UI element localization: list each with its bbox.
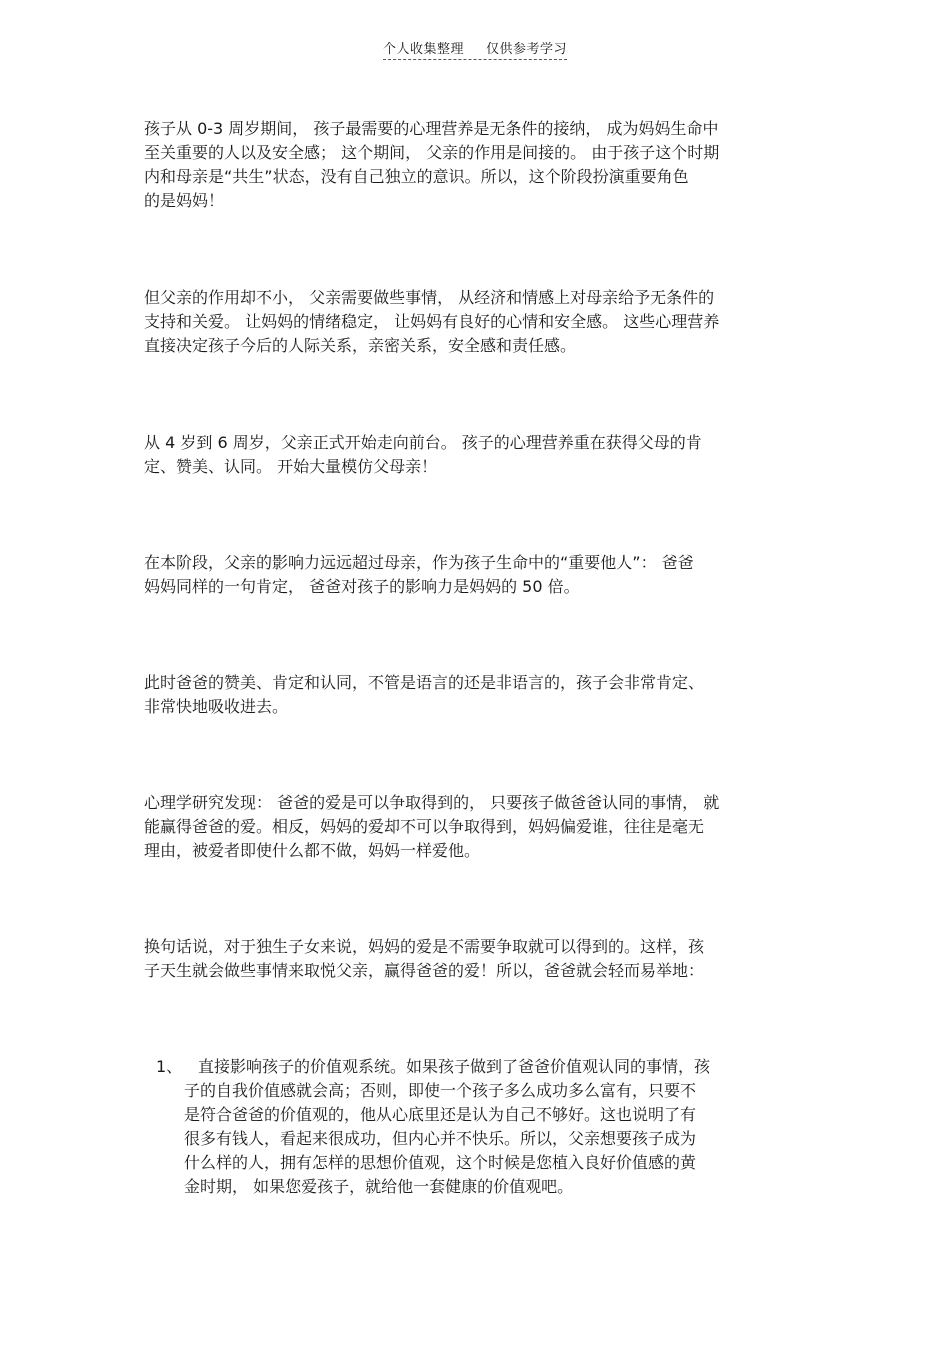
- list-item-line: 是符合爸爸的价值观的，他从心底里还是认为自己不够好。这也说明了有: [184, 1105, 697, 1124]
- list-item-line: 直接影响孩子的价值观系统。如果孩子做到了爸爸价值观认同的事情，孩: [198, 1057, 711, 1076]
- paragraph-line: 从 4 岁到 6 周岁，父亲正式开始走向前台。 孩子的心理营养重在获得父母的肯: [144, 433, 702, 452]
- paragraph-line: 内和母亲是“共生”状态，没有自己独立的意识。所以，这个阶段扮演重要角色: [144, 167, 689, 186]
- paragraph-line: 理由，被爱者即使什么都不做，妈妈一样爱他。: [144, 841, 481, 860]
- paragraph: [144, 431, 814, 479]
- paragraph-line: 此时爸爸的赞美、肯定和认同，不管是语言的还是非语言的，孩子会非常肯定、: [144, 673, 705, 692]
- paragraph: [144, 286, 814, 358]
- paragraph-line: 支持和关爱。 让妈妈的情绪稳定， 让妈妈有良好的心情和安全感。 这些心理营养: [144, 312, 720, 331]
- list-item-number: 1、: [156, 1057, 183, 1076]
- list-item-line: 金时期， 如果您爱孩子，就给他一套健康的价值观吧。: [184, 1177, 574, 1196]
- header-right-text: 仅供参考学习: [486, 42, 568, 57]
- paragraph: [144, 791, 814, 863]
- paragraph: [144, 671, 814, 719]
- list-item-line: 很多有钱人，看起来很成功，但内心并不快乐。所以，父亲想要孩子成为: [184, 1129, 697, 1148]
- paragraph-line: 直接决定孩子今后的人际关系，亲密关系，安全感和责任感。: [144, 336, 577, 355]
- header-text: [383, 38, 567, 60]
- paragraph: [144, 117, 814, 213]
- paragraph: [144, 551, 814, 599]
- paragraph-line: 孩子从 0-3 周岁期间， 孩子最需要的心理营养是无条件的接纳， 成为妈妈生命中: [144, 119, 719, 138]
- paragraph-line: 心理学研究发现： 爸爸的爱是可以争取得到的， 只要孩子做爸爸认同的事情， 就: [144, 793, 720, 812]
- header-left-text: 个人收集整理: [382, 42, 464, 57]
- page-header: [0, 38, 950, 60]
- paragraph-line: 的是妈妈！: [144, 191, 225, 210]
- paragraph-line: 在本阶段，父亲的影响力远远超过母亲，作为孩子生命中的“重要他人”： 爸爸: [144, 553, 694, 572]
- list-item-line: 子的自我价值感就会高；否则，即使一个孩子多么成功多么富有，只要不: [184, 1081, 697, 1100]
- list-item-line: 什么样的人，拥有怎样的思想价值观，这个时候是您植入良好价值感的黄: [184, 1153, 697, 1172]
- paragraph-line: 子天生就会做些事情来取悦父亲，赢得爸爸的爱！所以，爸爸就会轻而易举地：: [144, 961, 705, 980]
- paragraph-line: 定、赞美、认同。 开始大量模仿父母亲！: [144, 457, 438, 476]
- paragraph-line: 能赢得爸爸的爱。相反，妈妈的爱却不可以争取得到，妈妈偏爱谁，往往是毫无: [144, 817, 705, 836]
- paragraph-line: 但父亲的作用却不小， 父亲需要做些事情， 从经济和情感上对母亲给予无条件的: [144, 288, 715, 307]
- paragraph-line: 非常快地吸收进去。: [144, 697, 289, 716]
- paragraph-line: 至关重要的人以及安全感； 这个期间， 父亲的作用是间接的。 由于孩子这个时期: [144, 143, 720, 162]
- paragraph-line: 妈妈同样的一句肯定， 爸爸对孩子的影响力是妈妈的 50 倍。: [144, 577, 580, 596]
- paragraph: [144, 935, 814, 983]
- paragraph-line: 换句话说，对于独生子女来说，妈妈的爱是不需要争取就可以得到的。这样，孩: [144, 937, 705, 956]
- list-item-body: [184, 1055, 804, 1199]
